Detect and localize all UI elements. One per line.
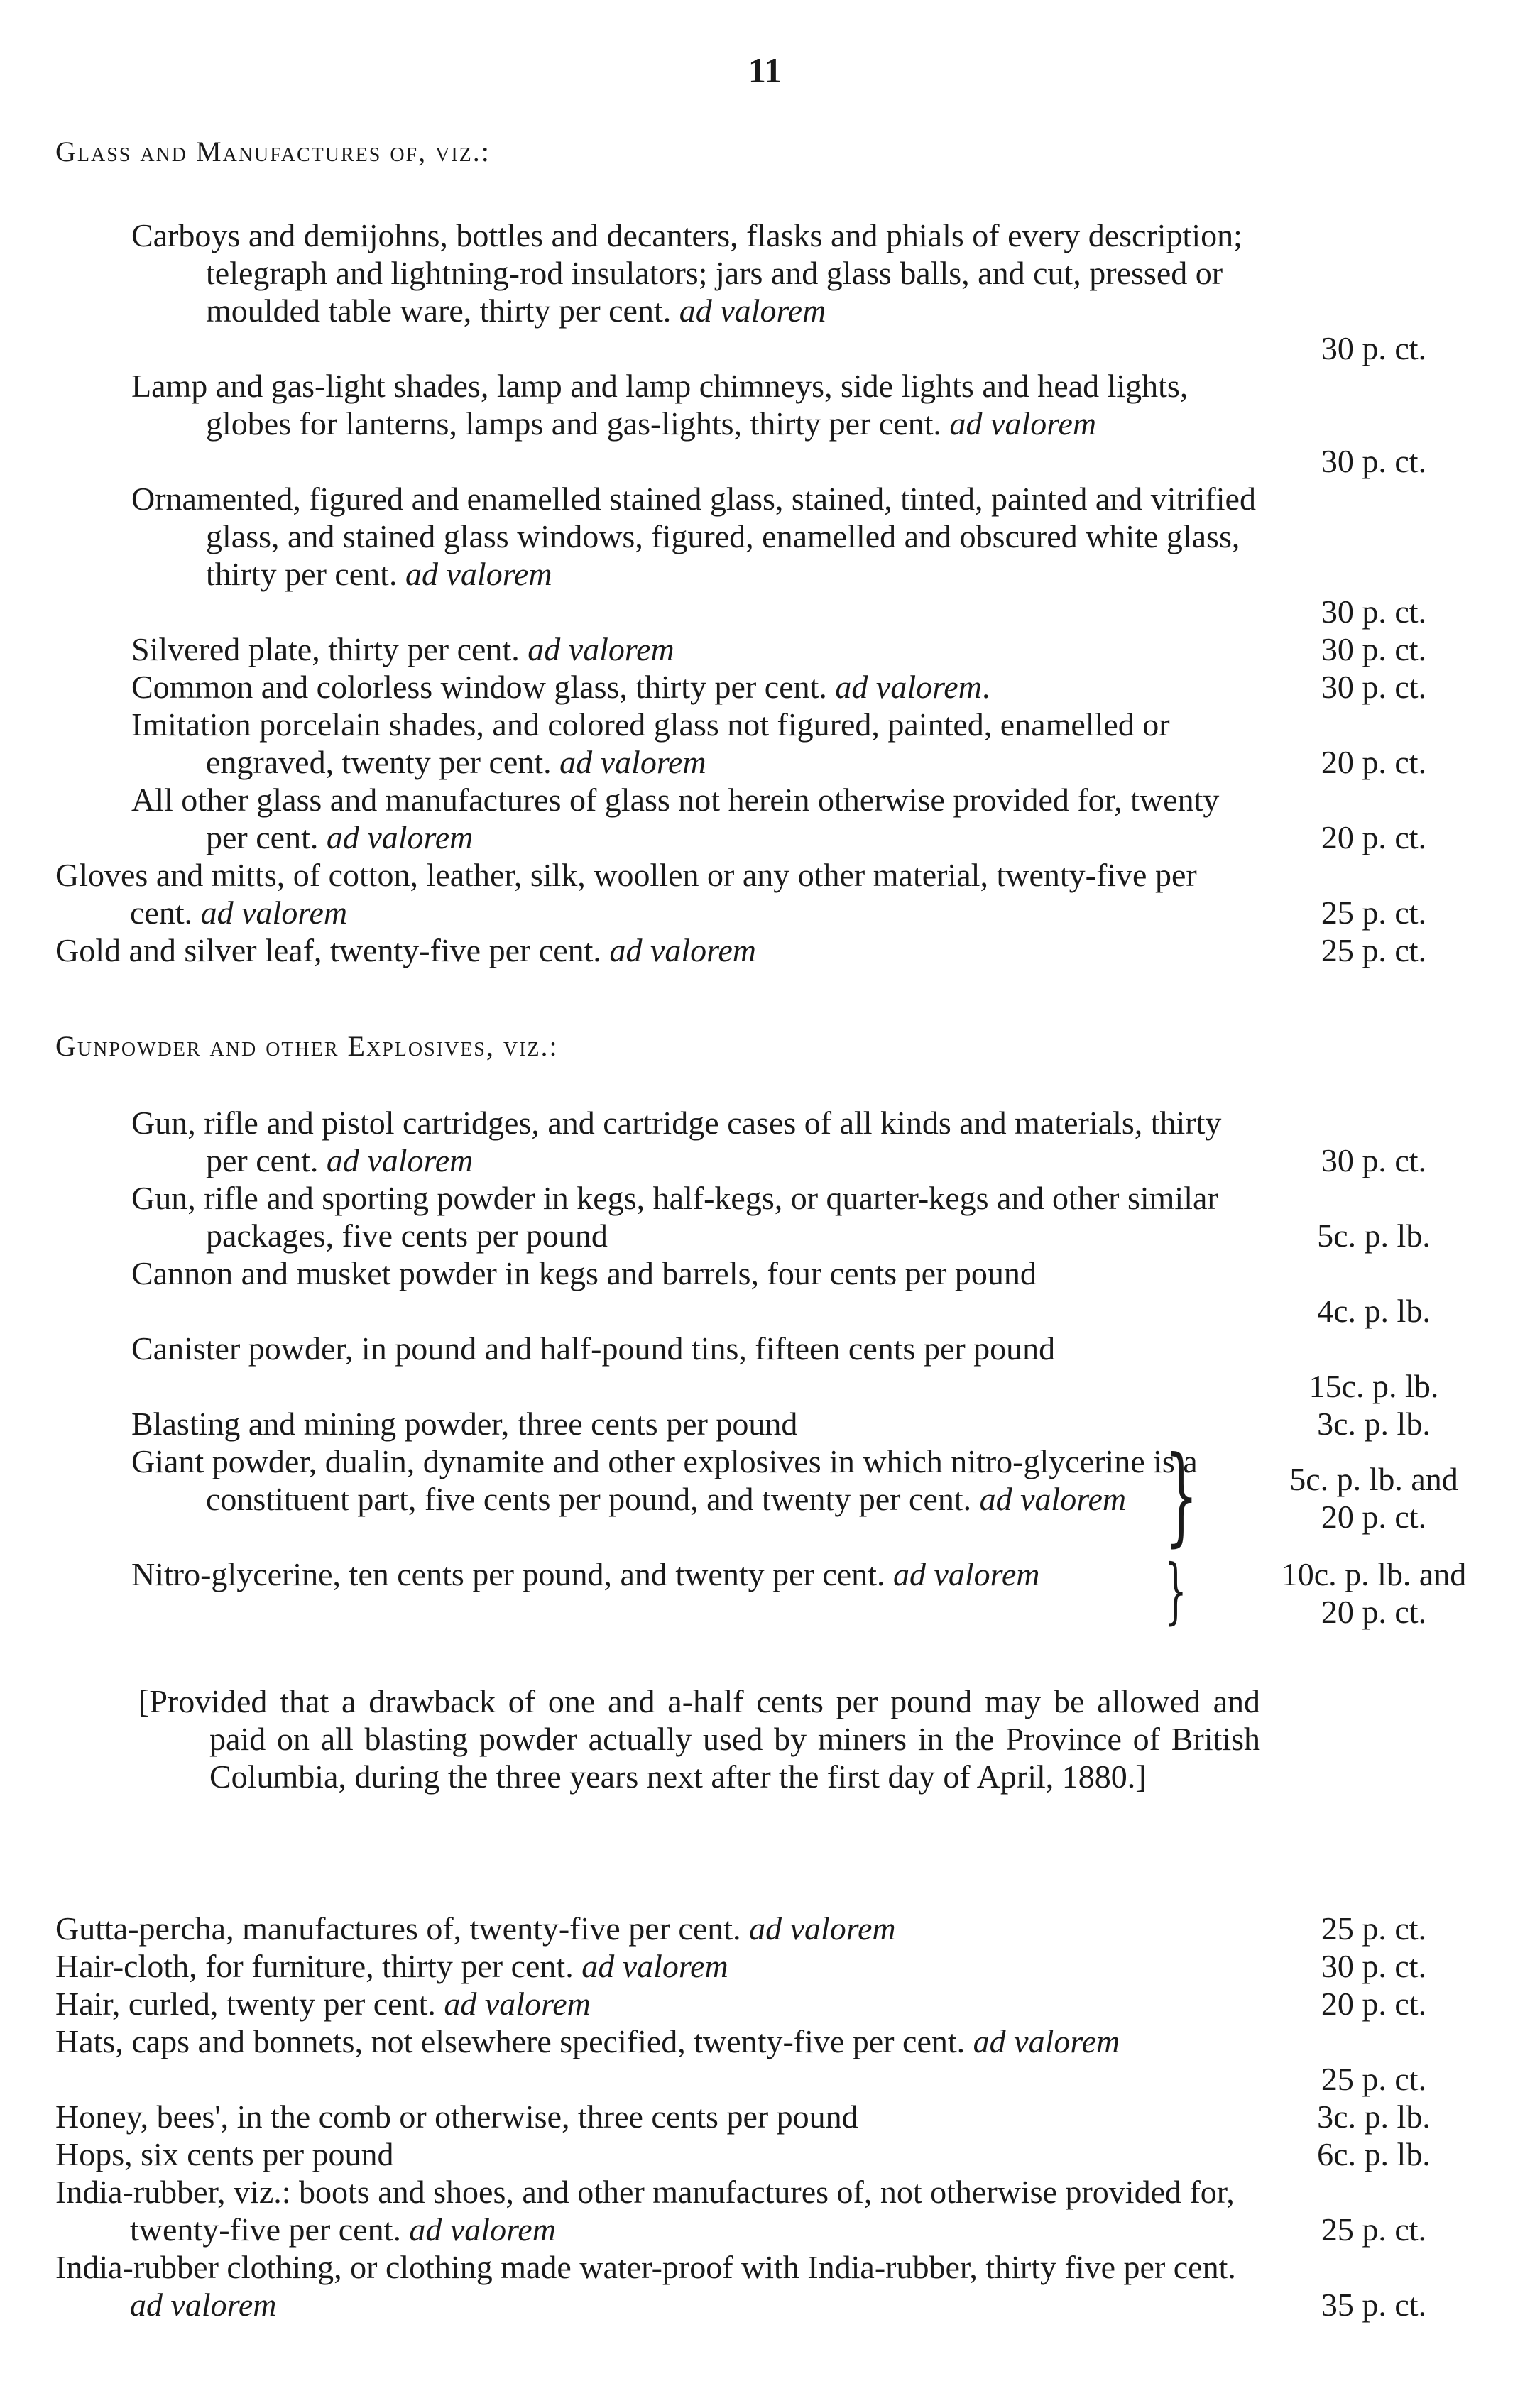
entry-rate: 30 p. ct.: [1321, 593, 1427, 630]
entry-rate: 5c. p. lb. and: [1289, 1461, 1458, 1497]
entry-text: Carboys and demijohns, bottles and decanters, flasks and phials of every description; telegraph and lightning-rod insulators; jars and glass balls, and cut, pressed or moulded table ware, thirty per cent. ad valorem: [131, 217, 1242, 329]
entry-text: Gloves and mitts, of cotton, leather, silk, woollen or any other material, twenty-five per cent. ad valorem: [55, 857, 1197, 931]
entry-text: Hops, six cents per pound: [55, 2136, 394, 2172]
page-number: 11: [748, 50, 782, 90]
entry-text: India-rubber, viz.: boots and shoes, and other manufactures of, not otherwise provided for, twenty-five per cent. ad valorem: [55, 2174, 1235, 2248]
entry-rate: 30 p. ct.: [1321, 443, 1427, 479]
entry-text: Gun, rifle and pistol cartridges, and cartridge cases of all kinds and materials, thirty per cent. ad valorem: [131, 1105, 1222, 1178]
entry-rate: 20 p. ct.: [1321, 744, 1427, 780]
entry-text: Blasting and mining powder, three cents per pound: [131, 1406, 798, 1442]
entry-rate: 25 p. ct.: [1321, 2211, 1427, 2248]
entry-text: Giant powder, dualin, dynamite and other explosives in which nitro-glycerine is a constituent part, five cents per pound, and twenty per cent. ad valorem: [131, 1443, 1198, 1517]
entry-rate: 30 p. ct.: [1321, 1948, 1427, 1984]
entry-rate: 30 p. ct.: [1321, 669, 1427, 705]
entry-text: Gun, rifle and sporting powder in kegs, half-kegs, or quarter-kegs and other similar packages, five cents per pound: [131, 1180, 1218, 1254]
section-heading-gunpowder: Gunpowder and other Explosives, viz.:: [55, 1030, 559, 1062]
entry-text: Canister powder, in pound and half-pound tins, fifteen cents per pound: [131, 1330, 1056, 1367]
entry-text: Ornamented, figured and enamelled stained glass, stained, tinted, painted and vitrified glass, and stained glass windows, figured, enamelled and obscured white glass, thirty per cent. ad valorem: [131, 481, 1256, 592]
entry-rate: 15c. p. lb.: [1308, 1368, 1439, 1404]
entry-rate: 20 p. ct.: [1321, 1986, 1427, 2022]
entry-text: Lamp and gas-light shades, lamp and lamp chimneys, side lights and head lights, globes for lanterns, lamps and gas-lights, thirty per cent. ad valorem: [131, 368, 1189, 442]
entry-rate: 3c. p. lb.: [1317, 2098, 1431, 2135]
entry-text: Gold and silver leaf, twenty-five per cent. ad valorem: [55, 932, 756, 968]
entry-rate: 30 p. ct.: [1321, 1142, 1427, 1178]
entry-text: Silvered plate, thirty per cent. ad valorem: [131, 631, 674, 667]
entry-text: Nitro-glycerine, ten cents per pound, and twenty per cent. ad valorem: [131, 1556, 1040, 1592]
entry-rate: 20 p. ct.: [1321, 1594, 1427, 1630]
entry-text: Imitation porcelain shades, and colored glass not figured, painted, enamelled or engraved, twenty per cent. ad valorem: [131, 706, 1170, 780]
entry-rate: 10c. p. lb. and: [1281, 1556, 1467, 1592]
entry-rate: 3c. p. lb.: [1317, 1406, 1431, 1442]
entry-rate: 25 p. ct.: [1321, 2061, 1427, 2097]
entry-text: Hats, caps and bonnets, not elsewhere specified, twenty-five per cent. ad valorem: [55, 2023, 1120, 2059]
entry-rate: 6c. p. lb.: [1317, 2136, 1431, 2172]
entry-text: All other glass and manufactures of glass not herein otherwise provided for, twenty per cent. ad valorem: [131, 782, 1220, 855]
entry-text: Hair-cloth, for furniture, thirty per cent. ad valorem: [55, 1948, 728, 1984]
entry-rate: 25 p. ct.: [1321, 932, 1427, 968]
entry-rate: 25 p. ct.: [1321, 1910, 1427, 1947]
entry-text: India-rubber clothing, or clothing made water-proof with India-rubber, thirty five per cent. ad valorem: [55, 2249, 1236, 2323]
entry-text: Hair, curled, twenty per cent. ad valorem: [55, 1986, 591, 2022]
entry-rate: 5c. p. lb.: [1317, 1217, 1431, 1254]
entry-rate: 35 p. ct.: [1321, 2287, 1427, 2323]
proviso-note: [Provided that a drawback of one and a-half cents per pound may be allowed and paid on all blasting powder actually used by miners in the Province of British Columbia, during the three years next after the first day of April, 1880.]: [138, 1683, 1260, 1795]
entry-text: Honey, bees', in the comb or otherwise, three cents per pound: [55, 2098, 858, 2135]
entry-rate: 30 p. ct.: [1321, 330, 1427, 366]
brace-icon: }: [1164, 1434, 1198, 1558]
entry-rate: 30 p. ct.: [1321, 631, 1427, 667]
entry-text: Cannon and musket powder in kegs and barrels, four cents per pound: [131, 1255, 1037, 1291]
entry-rate: 25 p. ct.: [1321, 894, 1427, 931]
entry-rate: 20 p. ct.: [1321, 819, 1427, 855]
entry-rate: 4c. p. lb.: [1317, 1293, 1431, 1329]
section-heading-glass: Glass and Manufactures of, viz.:: [55, 136, 491, 168]
entry-rate: 20 p. ct.: [1321, 1499, 1427, 1535]
entry-text: Common and colorless window glass, thirty per cent. ad valorem.: [131, 669, 990, 705]
brace-icon: }: [1164, 1549, 1187, 1632]
entry-text: Gutta-percha, manufactures of, twenty-five per cent. ad valorem: [55, 1910, 896, 1947]
